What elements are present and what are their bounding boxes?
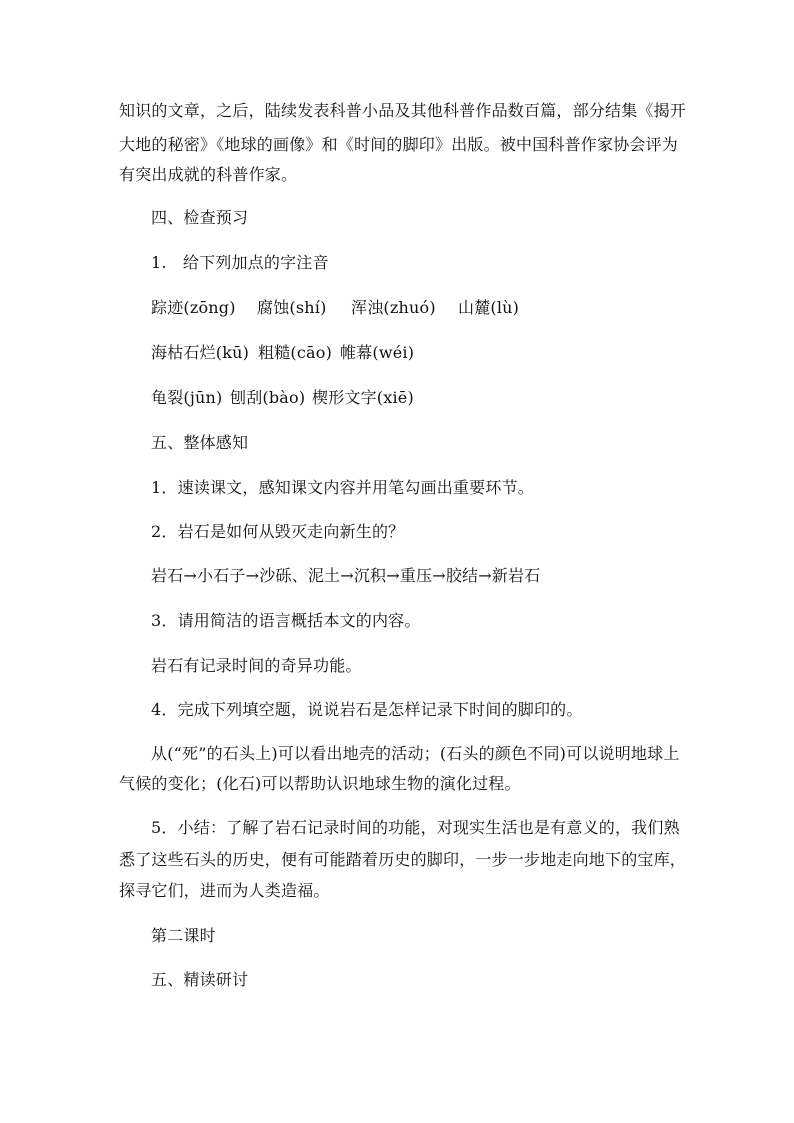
question-1: 1. 给下列加点的字注音	[151, 253, 329, 272]
intro-line-1: 知识的文章，之后，陆续发表科普小品及其他科普作品数百篇，部分结集《揭开	[119, 101, 687, 120]
question-4: 4．完成下列填空题，说说岩石是怎样记录下时间的脚印的。	[151, 700, 583, 719]
pinyin-item: 浑浊(zhuó)	[351, 298, 436, 317]
pinyin-item: 踪迹(zōng)	[151, 298, 236, 317]
pinyin-item: 帷幕(wéi)	[340, 343, 415, 362]
answer-4-line-2: 气候的变化；(化石)可以帮助认识地球生物的演化过程。	[119, 774, 521, 793]
section-5b-heading: 五、精读研讨	[151, 970, 249, 989]
pinyin-item: 楔形文字(xiē)	[312, 388, 414, 407]
summary-line-3: 探寻它们，进而为人类造福。	[119, 881, 330, 900]
question-2: 2．岩石是如何从毁灭走向新生的？	[151, 522, 405, 541]
intro-line-3: 有突出成就的科普作家。	[119, 165, 298, 184]
question-1: 1．速读课文，感知课文内容并用笔勾画出重要环节。	[151, 478, 534, 497]
answer-3: 岩石有记录时间的奇异功能。	[151, 656, 362, 675]
pinyin-item: 海枯石烂(kū)	[151, 343, 250, 362]
lesson-2-heading: 第二课时	[151, 926, 216, 945]
answer-2: 岩石→小石子→沙砾、泥土→沉积→重压→胶结→新岩石	[151, 566, 541, 585]
pinyin-item: 粗糙(cāo)	[258, 343, 333, 362]
question-3: 3．请用简洁的语言概括本文的内容。	[151, 611, 421, 630]
pinyin-item: 刨刮(bào)	[230, 388, 306, 407]
pinyin-item: 腐蚀(shí)	[257, 298, 327, 317]
pinyin-item: 山麓(lù)	[458, 298, 520, 317]
summary-line-1: 5．小结：了解了岩石记录时间的功能，对现实生活也是有意义的，我们熟	[151, 818, 680, 837]
answer-4-line-1: 从(“死”的石头上)可以看出地壳的活动；(石头的颜色不同)可以说明地球上	[151, 744, 680, 763]
section-5-heading: 五、整体感知	[151, 433, 249, 452]
section-4-heading: 四、检查预习	[151, 208, 249, 227]
intro-line-2: 大地的秘密》《地球的画像》和《时间的脚印》出版。被中国科普作家协会评为	[119, 135, 679, 154]
summary-line-2: 悉了这些石头的历史，便有可能踏着历史的脚印，一步一步地走向地下的宝库，	[119, 850, 687, 869]
pinyin-item: 龟裂(jūn)	[151, 388, 223, 407]
